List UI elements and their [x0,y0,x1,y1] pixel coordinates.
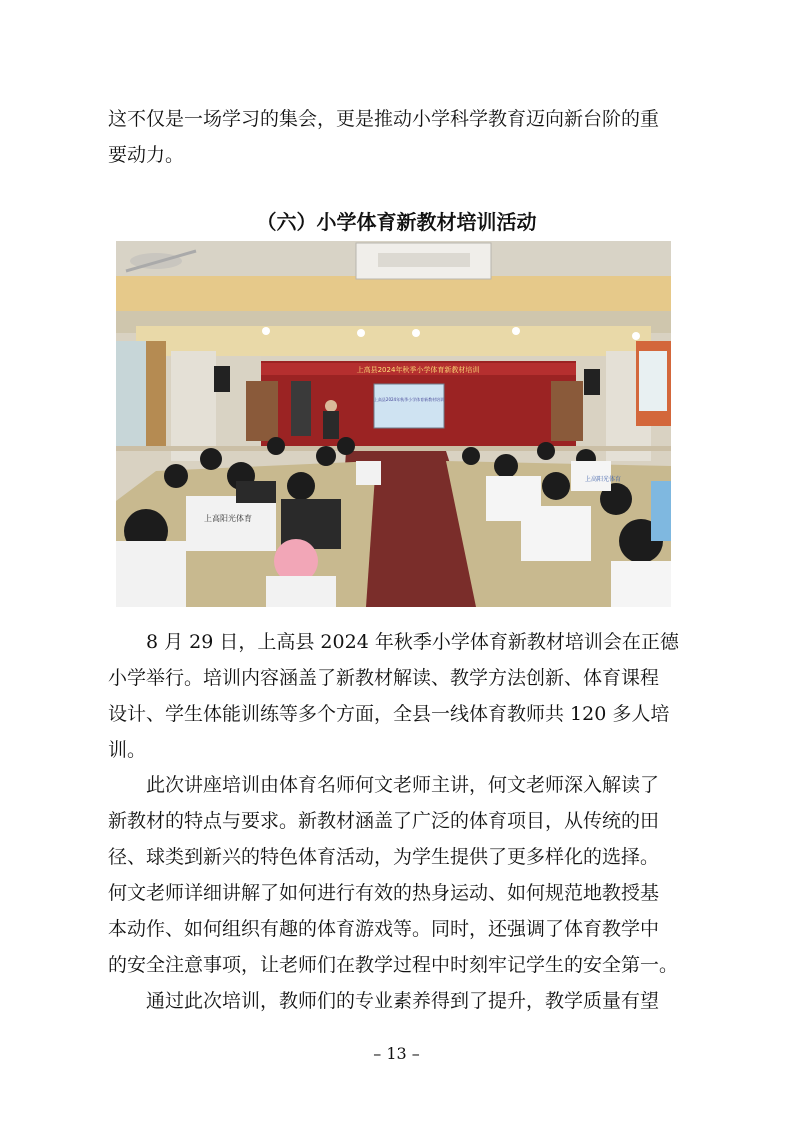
shirt-text: 上高阳光体育 [204,514,252,523]
text-line: 的安全注意事项，让老师们在教学过程中时刻牢记学生的安全第一。 [108,954,679,976]
text-line: 小学举行。培训内容涵盖了新教材解读、教学方法创新、体育课程 [108,667,660,689]
page-number: – 13 – [373,1044,420,1063]
training-photo [116,241,671,607]
text-line: 何文老师详细讲解了如何进行有效的热身运动、如何规范地教授基 [108,882,660,904]
text-line: 训。 [108,739,147,761]
shirt-text-right: 上高阳光体育 [584,476,622,483]
text-line: 设计、学生体能训练等多个方面，全县一线体育教师共 120 多人培 [108,703,670,725]
section-heading: （六）小学体育新教材培训活动 [256,210,537,234]
text-line: 本动作、如何组织有趣的体育游戏等。同时，还强调了体育教学中 [108,918,660,940]
screen-text: 上高县2024年秋季小学体育新教材培训 [373,397,445,402]
text-line: 要动力。 [108,144,185,166]
text-line: 新教材的特点与要求。新教材涵盖了广泛的体育项目，从传统的田 [108,810,660,832]
body-paragraph [108,624,686,768]
body-paragraph [108,983,686,1019]
text-line: 此次讲座培训由体育名师何文老师主讲，何文老师深入解读了 [146,774,660,796]
intro-paragraph [108,101,686,173]
text-line: 通过此次培训，教师们的专业素养得到了提升，教学质量有望 [146,990,660,1012]
text-line: 径、球类到新兴的特色体育活动，为学生提供了更多样化的选择。 [108,846,660,868]
text-line: 这不仅是一场学习的集会，更是推动小学科学教育迈向新台阶的重 [108,108,660,130]
text-line: 8 月 29 日，上高县 2024 年秋季小学体育新教材培训会在正德 [146,631,679,653]
body-paragraph [108,767,686,983]
banner-text: 上高县2024年秋季小学体育新教材培训 [356,366,480,374]
